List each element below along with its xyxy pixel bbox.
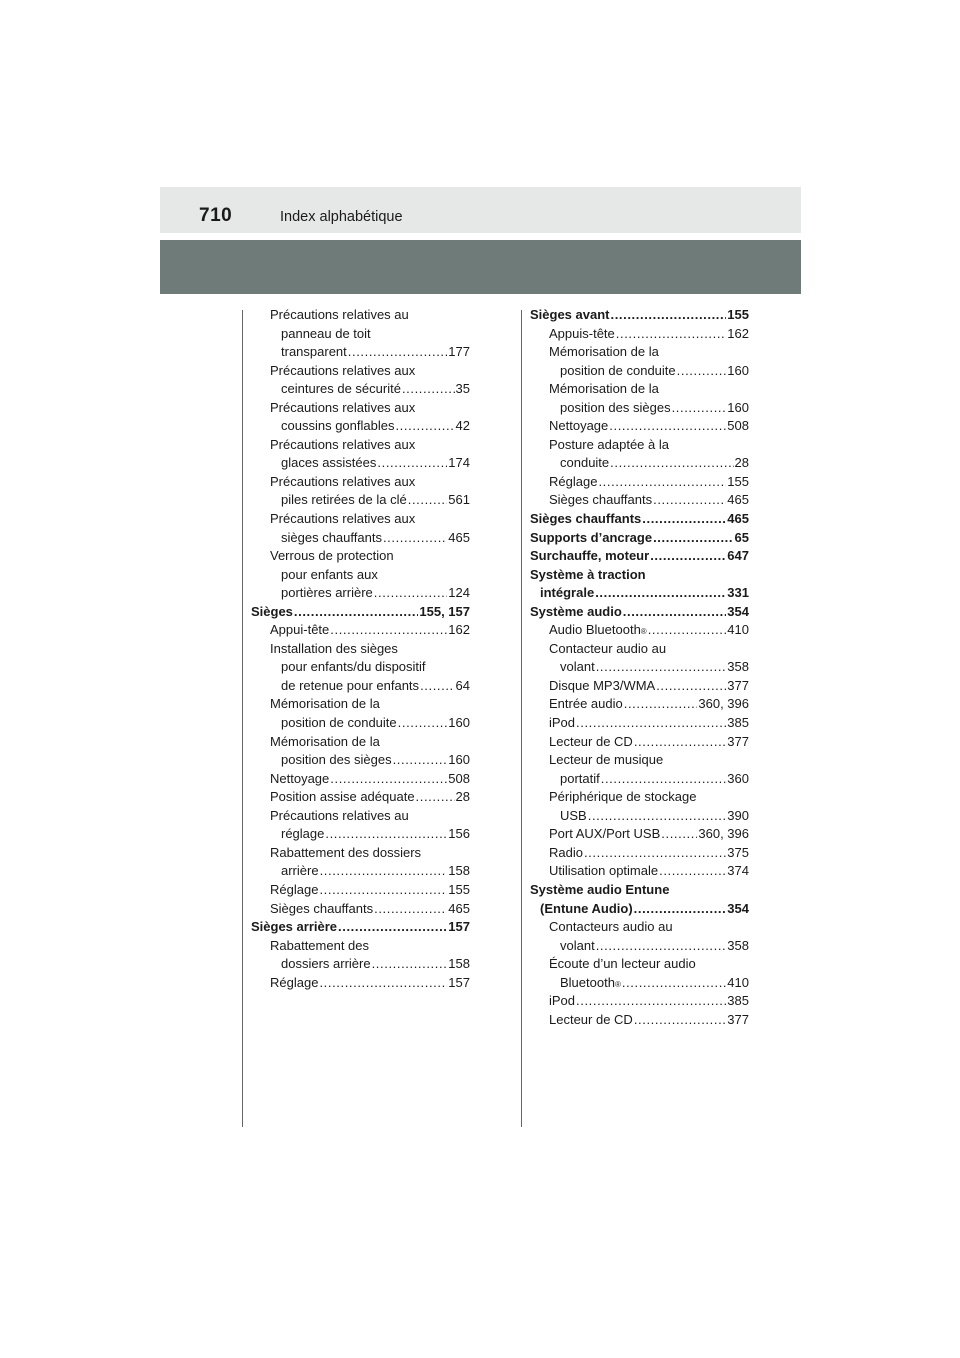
index-entry xyxy=(251,844,470,863)
index-entry-text: Sièges arrière xyxy=(251,919,338,935)
index-entry-text: USB xyxy=(560,807,587,823)
index-page-ref[interactable]: 156 xyxy=(448,826,470,842)
index-entry xyxy=(251,399,470,418)
index-entry xyxy=(530,417,749,436)
index-column-left xyxy=(251,306,470,992)
index-entry-text: ceintures de sécurité xyxy=(281,381,401,397)
index-page-ref[interactable]: 354 xyxy=(727,603,749,619)
index-entry xyxy=(251,380,470,399)
index-entry xyxy=(251,547,470,566)
dot-leader xyxy=(609,417,726,436)
index-page-ref[interactable]: 160 xyxy=(727,362,749,378)
index-entry xyxy=(530,1011,749,1030)
index-entry-text: (Entune Audio) xyxy=(540,900,633,916)
index-entry xyxy=(530,325,749,344)
index-entry-text: piles retirées de la clé xyxy=(281,492,407,508)
index-entry xyxy=(251,566,470,585)
index-entry-text: panneau de toit xyxy=(281,325,371,341)
index-entry-text: Sièges xyxy=(251,603,293,619)
index-entry xyxy=(251,937,470,956)
index-entry xyxy=(251,417,470,436)
index-page-ref[interactable]: 158 xyxy=(448,863,470,879)
index-page-ref[interactable]: 360, 396 xyxy=(698,826,749,842)
index-entry xyxy=(530,807,749,826)
index-page-ref[interactable]: 177 xyxy=(448,344,470,360)
index-entry xyxy=(530,714,749,733)
index-entry xyxy=(251,770,470,789)
index-page-ref[interactable]: 162 xyxy=(448,622,470,638)
index-entry xyxy=(530,510,749,529)
index-entry-text: position de conduite xyxy=(560,362,676,378)
header-bar xyxy=(160,187,801,233)
index-entry xyxy=(251,658,470,677)
index-page-ref[interactable]: 157 xyxy=(448,974,470,990)
index-entry xyxy=(251,325,470,344)
index-entry xyxy=(251,306,470,325)
index-entry-text: Rabattement des dossiers xyxy=(270,844,422,860)
index-entry xyxy=(530,788,749,807)
index-entry-text: Appui-tête xyxy=(270,622,330,638)
index-page-ref[interactable]: 64 xyxy=(455,677,470,693)
index-entry xyxy=(530,844,749,863)
index-entry-text: Sièges chauffants xyxy=(270,900,374,916)
index-entry xyxy=(530,918,749,937)
dot-leader xyxy=(383,529,447,548)
index-entry xyxy=(530,306,749,325)
index-entry xyxy=(251,900,470,919)
index-entry xyxy=(530,862,749,881)
index-page-ref[interactable]: 157 xyxy=(448,919,470,935)
index-entry-text: Port AUX/Port USB xyxy=(549,826,661,842)
index-entry xyxy=(251,788,470,807)
index-page-ref[interactable]: 65 xyxy=(734,529,749,545)
dot-leader xyxy=(319,974,447,993)
dot-leader xyxy=(596,937,727,956)
index-entry: Bluetooth ® ..... 410 xyxy=(530,974,749,993)
page-title: Index alphabétique xyxy=(280,209,403,225)
dot-leader xyxy=(611,306,727,325)
dot-leader xyxy=(650,547,726,566)
index-entry-text: intégrale xyxy=(540,585,595,601)
index-page-ref[interactable]: 377 xyxy=(727,733,749,749)
index-entry-text: pour enfants/du dispositif xyxy=(281,659,426,675)
index-entry-text: Surchauffe, moteur xyxy=(530,548,650,564)
index-entry xyxy=(530,992,749,1011)
index-page-ref[interactable]: 155, 157 xyxy=(419,603,470,619)
dot-leader xyxy=(402,380,455,399)
index-page-ref[interactable]: 354 xyxy=(727,900,749,916)
index-entry-text: pour enfants aux xyxy=(281,566,378,582)
dot-leader xyxy=(584,844,726,863)
index-entry-text: Précautions relatives au xyxy=(270,807,409,823)
dot-leader xyxy=(656,677,726,696)
index-entry xyxy=(530,603,749,622)
dot-leader xyxy=(624,695,698,714)
index-page-ref[interactable]: 358 xyxy=(727,659,749,675)
index-entry-text: position de conduite xyxy=(281,715,397,731)
dot-leader xyxy=(598,473,726,492)
dot-leader xyxy=(661,825,697,844)
index-entry-text: volant xyxy=(560,937,595,953)
index-page-ref[interactable]: 561 xyxy=(448,492,470,508)
index-entry xyxy=(530,491,749,510)
index-entry-text: Réglage xyxy=(270,881,319,897)
dot-leader xyxy=(601,770,727,789)
index-entry xyxy=(251,343,470,362)
index-page-ref[interactable]: 124 xyxy=(448,585,470,601)
index-page-ref[interactable]: 331 xyxy=(727,585,749,601)
index-entry xyxy=(251,881,470,900)
index-entry-text: volant xyxy=(560,659,595,675)
index-entry-text: Lecteur de CD xyxy=(549,1011,633,1027)
index-page-ref[interactable]: 377 xyxy=(727,677,749,693)
index-entry xyxy=(530,900,749,919)
index-entry-text: conduite xyxy=(560,455,610,471)
index-entry-text: Sièges chauffants xyxy=(549,492,653,508)
index-entry-text: Précautions relatives aux xyxy=(270,511,416,527)
index-entry xyxy=(251,640,470,659)
index-entry xyxy=(251,603,470,622)
index-page-ref[interactable]: 375 xyxy=(727,844,749,860)
index-entry xyxy=(530,362,749,381)
index-entry-text: Précautions relatives aux xyxy=(270,399,416,415)
index-entry-text: Contacteur audio au xyxy=(549,640,667,656)
dot-leader xyxy=(623,603,727,622)
index-entry-text: Mémorisation de la xyxy=(549,381,659,397)
index-entry xyxy=(530,436,749,455)
index-entry xyxy=(530,937,749,956)
dot-leader xyxy=(393,751,448,770)
index-entry xyxy=(530,584,749,603)
dot-leader xyxy=(330,770,447,789)
index-entry: Audio Bluetooth ® ..... 410 xyxy=(530,621,749,640)
dot-leader xyxy=(642,510,726,529)
index-entry-text: Lecteur de CD xyxy=(549,733,633,749)
index-page-ref[interactable]: 174 xyxy=(448,455,470,471)
index-page-ref[interactable]: 465 xyxy=(727,511,749,527)
index-entry-text: Précautions relatives aux xyxy=(270,473,416,489)
index-entry xyxy=(251,529,470,548)
index-entry xyxy=(251,584,470,603)
index-entry-text: de retenue pour enfants xyxy=(281,677,420,693)
index-entry xyxy=(530,566,749,585)
index-entry-text: Périphérique de stockage xyxy=(549,789,697,805)
index-entry xyxy=(530,454,749,473)
column-rule-middle xyxy=(521,310,522,1127)
index-entry-text: Nettoyage xyxy=(270,770,330,786)
index-page-ref[interactable]: 42 xyxy=(455,418,470,434)
index-page-ref[interactable]: 374 xyxy=(727,863,749,879)
index-entry-text: Précautions relatives au xyxy=(270,307,409,322)
index-entry-text: Bluetooth xyxy=(560,974,615,990)
dot-leader xyxy=(576,714,726,733)
index-entry xyxy=(251,677,470,696)
index-entry xyxy=(530,547,749,566)
index-entry xyxy=(530,881,749,900)
dot-leader xyxy=(653,529,733,548)
index-entry-text: Système audio xyxy=(530,603,622,619)
index-entry-text: Disque MP3/WMA xyxy=(549,677,656,693)
index-page-ref[interactable]: 155 xyxy=(727,473,749,489)
index-entry xyxy=(530,955,749,974)
index-entry xyxy=(251,362,470,381)
dot-leader xyxy=(622,974,726,993)
dot-leader xyxy=(325,825,447,844)
index-entry-text: Position assise adéquate xyxy=(270,789,415,805)
dot-leader xyxy=(672,399,727,418)
page-number: 710 xyxy=(199,205,233,226)
index-page-ref[interactable]: 160 xyxy=(448,715,470,731)
index-entry-text: Contacteurs audio au xyxy=(549,919,673,935)
dot-leader xyxy=(596,658,727,677)
index-page-ref[interactable]: 28 xyxy=(455,789,470,805)
index-entry-text: réglage xyxy=(281,826,325,842)
index-entry-text: Réglage xyxy=(549,473,598,489)
index-entry xyxy=(251,807,470,826)
index-entry xyxy=(251,862,470,881)
index-page-ref[interactable]: 385 xyxy=(727,993,749,1009)
index-page-ref[interactable]: 410 xyxy=(727,622,749,638)
index-column-right xyxy=(530,306,749,1029)
index-page-ref[interactable]: 358 xyxy=(727,937,749,953)
index-entry xyxy=(251,918,470,937)
dot-leader xyxy=(395,417,454,436)
index-entry xyxy=(530,473,749,492)
dot-leader xyxy=(319,881,447,900)
index-entry-text: Réglage xyxy=(270,974,319,990)
index-page-ref[interactable]: 465 xyxy=(448,529,470,545)
index-entry-text: Système audio Entune xyxy=(530,881,670,897)
index-page-ref[interactable]: 158 xyxy=(448,956,470,972)
dot-leader xyxy=(374,584,448,603)
index-entry-text: Supports d’ancrage xyxy=(530,529,653,545)
dot-leader xyxy=(659,862,726,881)
index-entry xyxy=(530,658,749,677)
index-entry-text: Sièges chauffants xyxy=(530,511,642,527)
index-entry-text: Mémorisation de la xyxy=(270,696,380,712)
index-page-ref[interactable]: 360, 396 xyxy=(698,696,749,712)
dot-leader xyxy=(320,862,448,881)
index-entry-text: Audio Bluetooth xyxy=(549,622,641,638)
index-entry xyxy=(530,380,749,399)
dot-leader xyxy=(294,603,418,622)
index-page-ref[interactable]: 28 xyxy=(734,455,749,471)
index-entry-text: arrière xyxy=(281,863,319,879)
index-page-ref[interactable]: 385 xyxy=(727,715,749,731)
index-page-ref[interactable]: 647 xyxy=(727,548,749,564)
index-page-ref[interactable]: 508 xyxy=(727,418,749,434)
index-entry-text: Installation des sièges xyxy=(270,640,398,656)
index-entry xyxy=(530,529,749,548)
dot-leader xyxy=(653,491,726,510)
index-entry xyxy=(530,751,749,770)
index-entry-text: glaces assistées xyxy=(281,455,377,471)
index-entry xyxy=(251,695,470,714)
index-page-ref[interactable]: 465 xyxy=(448,900,470,916)
index-entry-text: transparent xyxy=(281,344,347,360)
index-entry-text: Écoute d’un lecteur audio xyxy=(549,956,696,972)
index-entry-text: portières arrière xyxy=(281,585,373,601)
index-page-ref[interactable]: 155 xyxy=(727,307,749,322)
dot-leader xyxy=(408,491,448,510)
index-page-ref[interactable]: 508 xyxy=(448,770,470,786)
index-page-ref[interactable]: 160 xyxy=(448,752,470,768)
dot-leader xyxy=(377,454,447,473)
dot-leader xyxy=(648,621,727,640)
index-entry-text: portatif xyxy=(560,770,600,786)
index-entry xyxy=(530,677,749,696)
index-entry xyxy=(530,343,749,362)
index-entry xyxy=(251,825,470,844)
index-entry-text: Précautions relatives aux xyxy=(270,436,416,452)
index-entry-text: Système à traction xyxy=(530,566,646,582)
index-entry-text: sièges chauffants xyxy=(281,529,382,545)
index-page-ref[interactable]: 35 xyxy=(455,381,470,397)
index-entry-text: position des sièges xyxy=(281,752,392,768)
index-entry xyxy=(530,695,749,714)
index-entry xyxy=(251,751,470,770)
dot-leader xyxy=(416,788,455,807)
index-page-ref[interactable]: 160 xyxy=(727,399,749,415)
index-entry-text: Lecteur de musique xyxy=(549,752,664,768)
index-entry xyxy=(530,640,749,659)
index-entry xyxy=(251,473,470,492)
index-entry xyxy=(251,436,470,455)
index-entry-text: iPod xyxy=(549,993,576,1009)
header-band xyxy=(160,240,801,294)
index-entry-text: iPod xyxy=(549,715,576,731)
index-page-ref[interactable]: 410 xyxy=(727,974,749,990)
index-page-ref[interactable]: 155 xyxy=(448,881,470,897)
index-entry-text: Posture adaptée à la xyxy=(549,436,669,452)
index-entry-text: Appuis-tête xyxy=(549,325,615,341)
dot-leader xyxy=(595,584,726,603)
index-entry-text: Verrous de protection xyxy=(270,548,394,564)
index-entry-text: Sièges avant xyxy=(530,307,610,322)
dot-leader xyxy=(677,362,727,381)
index-entry xyxy=(251,491,470,510)
index-entry-text: Mémorisation de la xyxy=(270,733,380,749)
index-entry-text: Mémorisation de la xyxy=(549,344,659,360)
index-entry xyxy=(530,825,749,844)
dot-leader xyxy=(576,992,726,1011)
index-page-ref[interactable]: 162 xyxy=(727,325,749,341)
index-entry xyxy=(251,974,470,993)
index-entry xyxy=(251,621,470,640)
index-entry-text: Précautions relatives aux xyxy=(270,362,416,378)
index-entry xyxy=(251,955,470,974)
dot-leader xyxy=(610,454,733,473)
index-entry xyxy=(251,714,470,733)
dot-leader xyxy=(634,733,726,752)
dot-leader xyxy=(330,621,447,640)
dot-leader xyxy=(374,900,447,919)
dot-leader xyxy=(634,900,727,919)
dot-leader xyxy=(398,714,448,733)
dot-leader xyxy=(634,1011,726,1030)
index-entry-text: Nettoyage xyxy=(549,418,609,434)
index-page-ref[interactable]: 377 xyxy=(727,1011,749,1027)
index-entry xyxy=(530,399,749,418)
dot-leader xyxy=(616,325,727,344)
index-entry xyxy=(530,770,749,789)
index-entry-text: Entrée audio xyxy=(549,696,623,712)
dot-leader xyxy=(588,807,727,826)
dot-leader xyxy=(348,343,448,362)
index-page-ref[interactable]: 360 xyxy=(727,770,749,786)
index-entry-text: coussins gonflables xyxy=(281,418,395,434)
index-entry-text: Utilisation optimale xyxy=(549,863,659,879)
dot-leader xyxy=(372,955,448,974)
dot-leader xyxy=(420,677,454,696)
index-page-ref[interactable]: 390 xyxy=(727,807,749,823)
index-entry xyxy=(251,510,470,529)
dot-leader xyxy=(338,918,447,937)
index-entry-text: position des sièges xyxy=(560,399,671,415)
index-entry xyxy=(251,454,470,473)
index-entry-text: dossiers arrière xyxy=(281,956,371,972)
index-entry-text: Radio xyxy=(549,844,583,860)
column-rule-left xyxy=(242,310,243,1127)
index-entry-text: Rabattement des xyxy=(270,937,370,953)
index-entry xyxy=(530,733,749,752)
index-page-ref[interactable]: 465 xyxy=(727,492,749,508)
index-entry xyxy=(251,733,470,752)
